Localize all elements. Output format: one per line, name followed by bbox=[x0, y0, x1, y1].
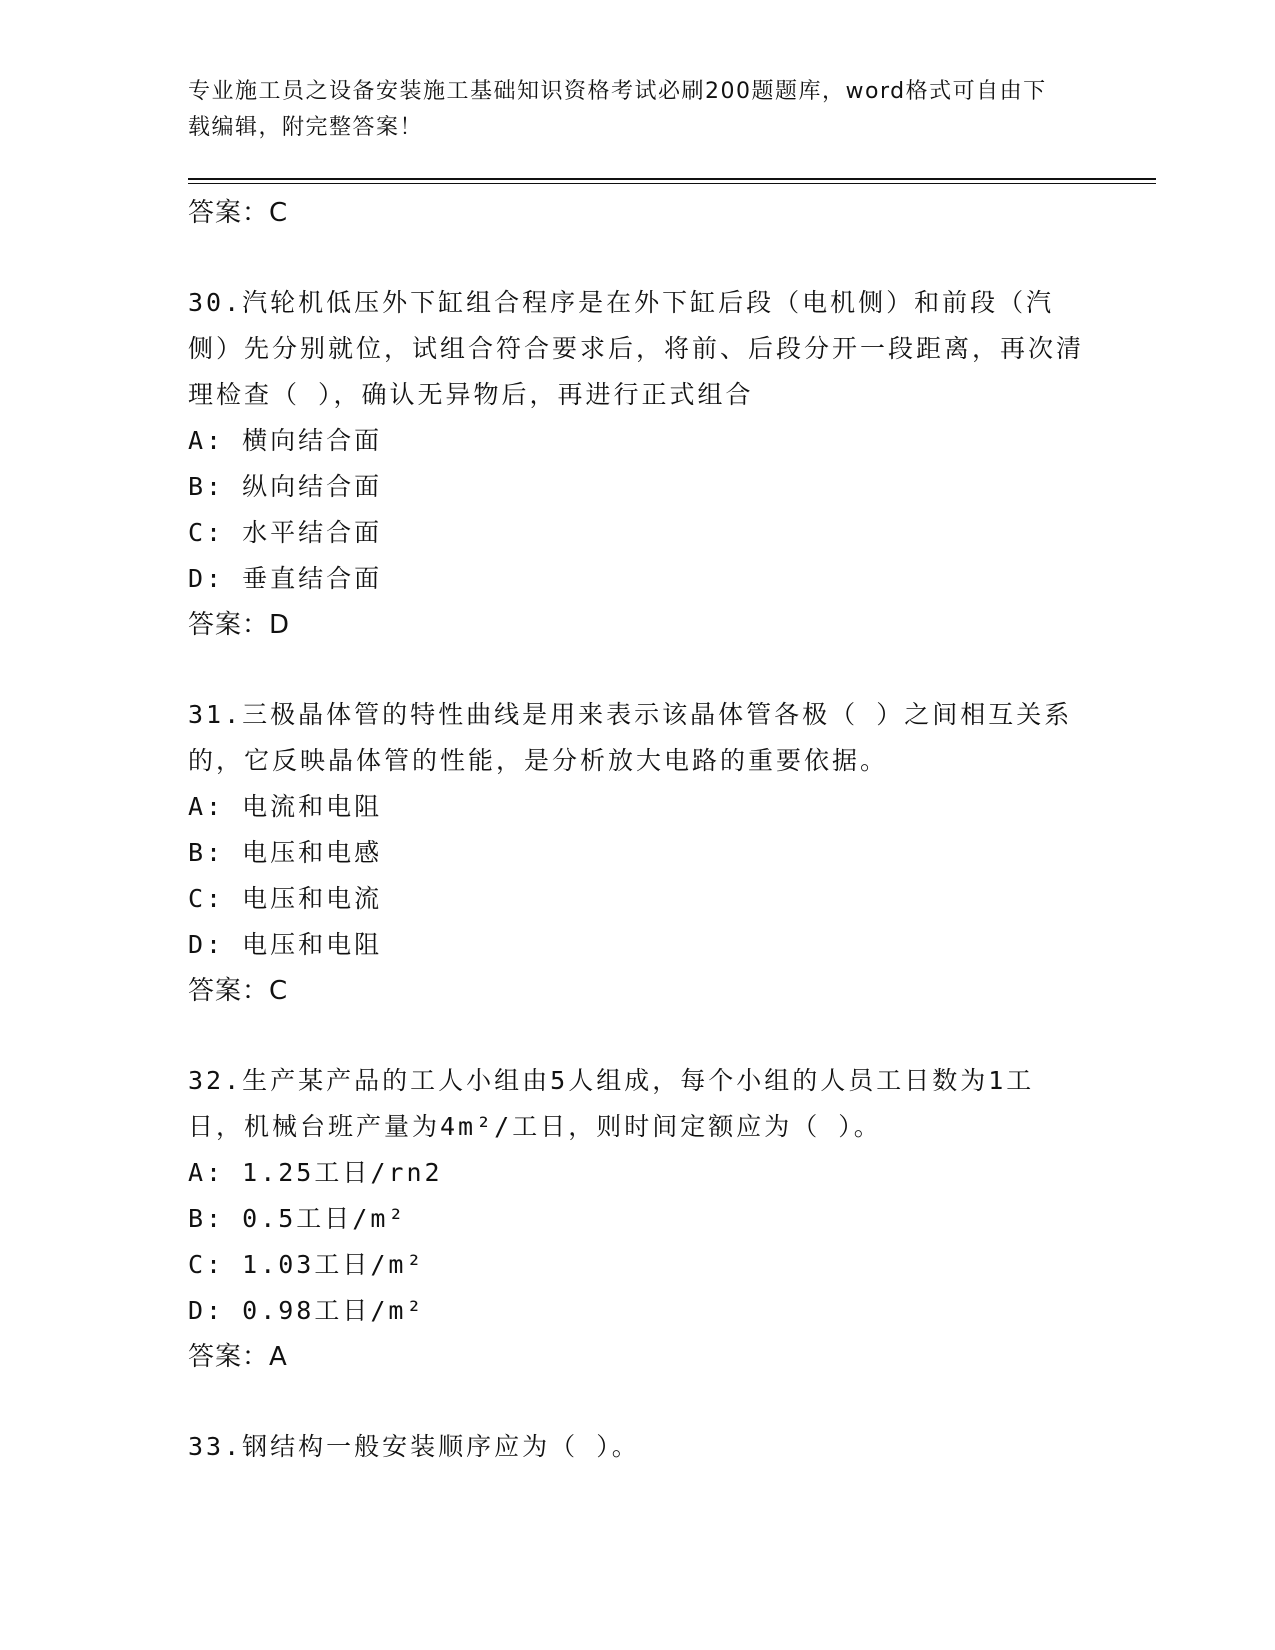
option-d: D: 0.98工日/m² bbox=[188, 1296, 425, 1325]
option-b: B: 电压和电感 bbox=[188, 838, 383, 867]
option-a: A: 横向结合面 bbox=[188, 426, 383, 455]
option-b: B: 0.5工日/m² bbox=[188, 1204, 407, 1233]
option-c: C: 电压和电流 bbox=[188, 884, 383, 913]
question-33 bbox=[188, 1424, 1088, 1470]
header-rule-thin bbox=[188, 183, 1156, 184]
option-a: A: 1.25工日/rn2 bbox=[188, 1158, 443, 1187]
document-body bbox=[188, 188, 1088, 1470]
answer-line: 答案：C bbox=[188, 198, 289, 228]
question-32 bbox=[188, 1058, 1088, 1380]
question-text: 33.钢结构一般安装顺序应为（ ）。 bbox=[188, 1432, 640, 1461]
header-rule-thick bbox=[188, 178, 1156, 180]
option-c: C: 1.03工日/m² bbox=[188, 1250, 425, 1279]
question-text: 31.三极晶体管的特性曲线是用来表示该晶体管各极（ ）之间相互关系的，它反映晶体管的性能，是分析放大电路的重要依据。 bbox=[188, 700, 1073, 775]
option-d: D: 垂直结合面 bbox=[188, 564, 383, 593]
option-d: D: 电压和电阻 bbox=[188, 930, 383, 959]
question-30 bbox=[188, 280, 1088, 648]
question-31 bbox=[188, 692, 1088, 1014]
question-text: 30.汽轮机低压外下缸组合程序是在外下缸后段（电机侧）和前段（汽侧）先分别就位，试组合符合要求后，将前、后段分开一段距离，再次清理检查（ ），确认无异物后，再进行正式组合 bbox=[188, 288, 1085, 409]
option-a: A: 电流和电阻 bbox=[188, 792, 383, 821]
option-b: B: 纵向结合面 bbox=[188, 472, 383, 501]
answer-line: 答案：A bbox=[188, 1342, 288, 1372]
document-header: 专业施工员之设备安装施工基础知识资格考试必刷200题题库，word格式可自由下载编辑，附完整答案！ bbox=[188, 79, 1047, 140]
answer-line: 答案：D bbox=[188, 610, 291, 640]
option-c: C: 水平结合面 bbox=[188, 518, 383, 547]
question-text: 32.生产某产品的工人小组由5人组成，每个小组的人员工日数为1工日，机械台班产量为4m²/工日，则时间定额应为（ ）。 bbox=[188, 1066, 1035, 1141]
answer-line: 答案：C bbox=[188, 976, 289, 1006]
